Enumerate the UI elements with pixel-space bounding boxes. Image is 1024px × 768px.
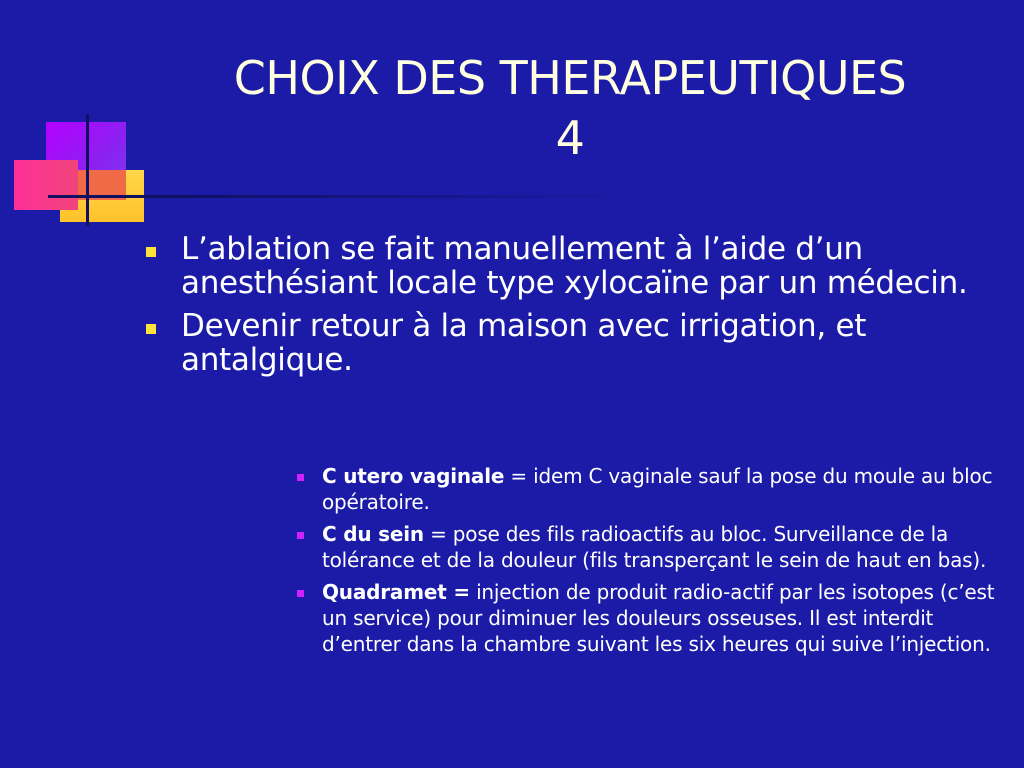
main-bullet-text: L’ablation se fait manuellement à l’aide d’un anesthésiant locale type xylocaïne par un médecin. (181, 231, 968, 301)
main-bullet-item (146, 232, 996, 300)
horizontal-divider-line (48, 195, 648, 198)
sub-bullet-list (296, 463, 996, 663)
square-bullet-icon (146, 324, 156, 334)
pink-square (14, 160, 78, 210)
sub-bullet-text: = pose des fils radioactifs au bloc. Surveillance de la tolérance et de la douleur (fils transperçant le sein de haut en bas). (322, 522, 987, 572)
slide-title-line-2: 4 (555, 111, 585, 165)
vertical-divider-line (86, 114, 89, 226)
sub-bullet-text: injection de produit radio-actif par les isotopes (c’est un service) pour diminuer les douleurs osseuses. Il est interdit d’entrer dans la chambre suivant les six heures qui suive l’injection. (322, 580, 995, 656)
square-bullet-icon (146, 247, 156, 257)
sub-bullet-term: C du sein (322, 522, 424, 546)
main-bullet-list (146, 232, 996, 386)
sub-bullet-term: C utero vaginale (322, 464, 505, 488)
sub-bullet-item (296, 521, 996, 573)
sub-bullet-term: Quadramet = (322, 580, 470, 604)
sub-bullet-item (296, 463, 996, 515)
square-bullet-icon (297, 590, 304, 597)
sub-bullet-text: = idem C vaginale sauf la pose du moule au bloc opératoire. (322, 464, 993, 514)
square-bullet-icon (297, 474, 304, 481)
sub-bullet-item (296, 579, 996, 657)
square-bullet-icon (297, 532, 304, 539)
main-bullet-item (146, 309, 996, 377)
main-bullet-text: Devenir retour à la maison avec irrigation, et antalgique. (181, 308, 867, 378)
slide-title-line-1: CHOIX DES THERAPEUTIQUES (233, 51, 907, 105)
slide-title (140, 48, 1000, 168)
